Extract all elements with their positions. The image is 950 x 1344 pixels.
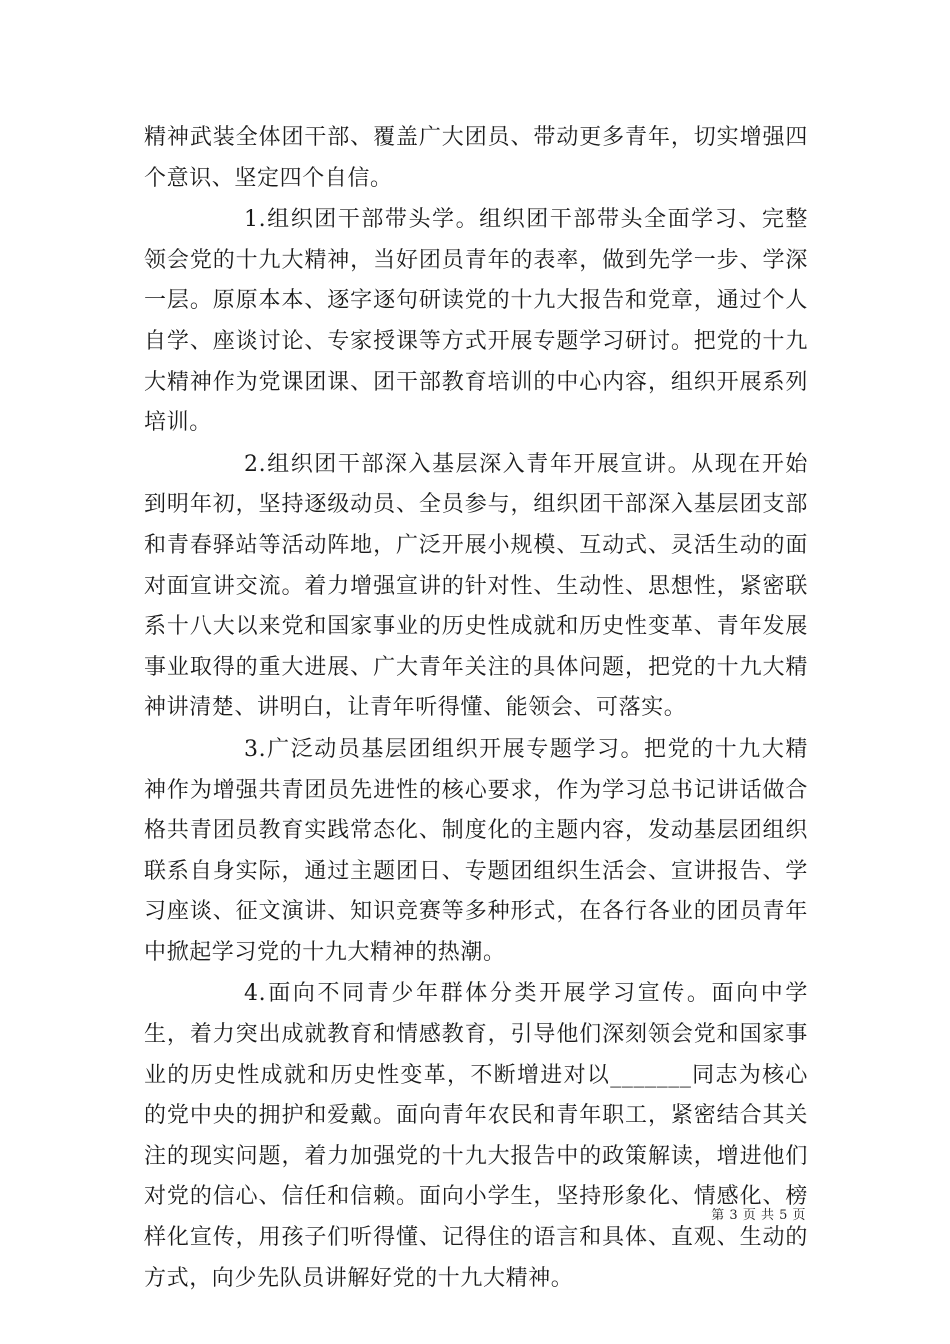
paragraph-item-1: 1.组织团干部带头学。组织团干部带头全面学习、完整领会党的十九大精神，当好团员青年的表率，做到先学一步、学深一层。原原本本、逐字逐句研读党的十九大报告和党章，通过个人自学、座谈讨论、专家授课等方式开展专题学习研讨。把党的十九大精神作为党课团课、团干部教育培训的中心内容，组织开展系列培训。 bbox=[144, 207, 808, 436]
page-number-footer: 第 3 页 共 5 页 bbox=[711, 1208, 806, 1223]
paragraph-item-4: 4.面向不同青少年群体分类开展学习宣传。面向中学生，着力突出成就教育和情感教育，引导他们深刻领会党和国家事业的历史性成就和历史性变革，不断增进对以_______同志为核心的党中央的拥护和爱戴。面向青年农民和青年职工，紧密结合其关注的现实问题，着力加强党的十九大报告中的政策解读，增进他们对党的信心、信任和信赖。面向小学生，坚持形象化、情感化、榜样化宣传，用孩子们听得懂、记得住的语言和具体、直观、生动的方式，向少先队员讲解好党的十九大精神。 bbox=[144, 981, 808, 1291]
paragraph-continuation: 精神武装全体团干部、覆盖广大团员、带动更多青年，切实增强四个意识、坚定四个自信。 bbox=[144, 125, 808, 191]
document-body bbox=[144, 118, 808, 1299]
paragraph-item-2: 2.组织团干部深入基层深入青年开展宣讲。从现在开始到明年初，坚持逐级动员、全员参与，组织团干部深入基层团支部和青春驿站等活动阵地，广泛开展小规模、互动式、灵活生动的面对面宣讲交流。着力增强宣讲的针对性、生动性、思想性，紧密联系十八大以来党和国家事业的历史性成就和历史性变革、青年发展事业取得的重大进展、广大青年关注的具体问题，把党的十九大精神讲清楚、讲明白，让青年听得懂、能领会、可落实。 bbox=[144, 451, 808, 721]
paragraph-item-3: 3.广泛动员基层团组织开展专题学习。把党的十九大精神作为增强共青团员先进性的核心要求，作为学习总书记讲话做合格共青团员教育实践常态化、制度化的主题内容，发动基层团组织联系自身实际，通过主题团日、专题团组织生活会、宣讲报告、学习座谈、征文演讲、知识竞赛等多种形式，在各行各业的团员青年中掀起学习党的十九大精神的热潮。 bbox=[144, 736, 808, 965]
